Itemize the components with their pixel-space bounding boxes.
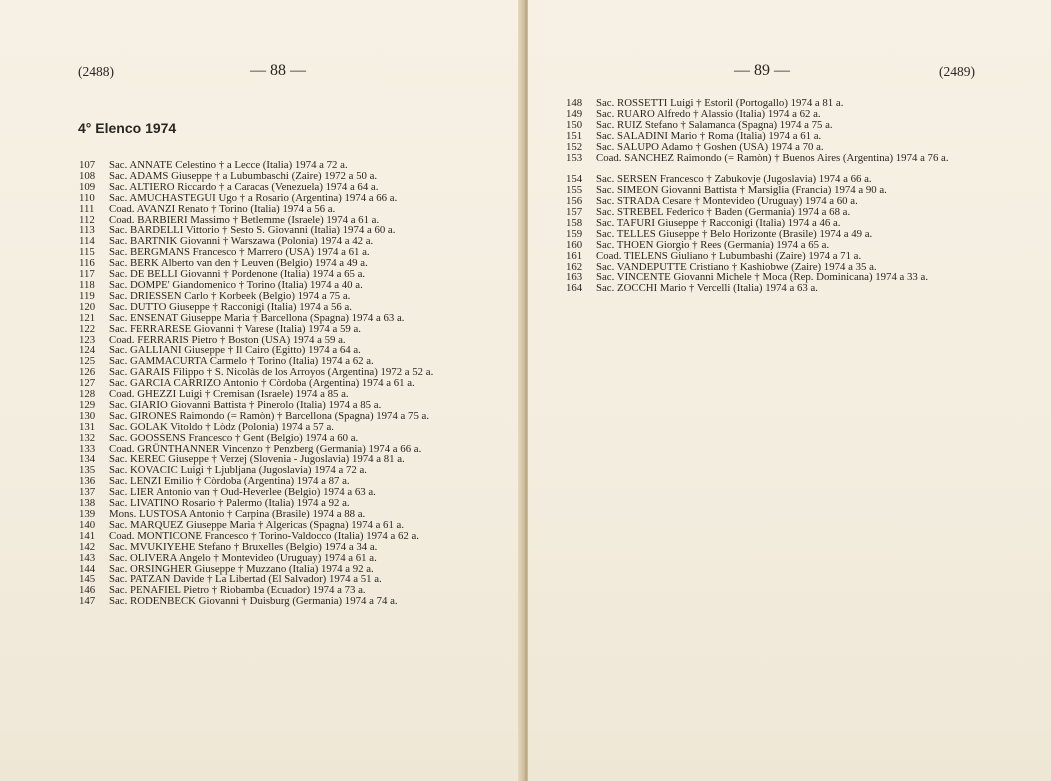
entry-text: Sac. PATZAN Davide † La Libertad (El Salvador) 1974 a 51 a. xyxy=(109,573,382,586)
list-item xyxy=(566,142,996,153)
entry-number: 130 xyxy=(79,409,96,422)
list-item xyxy=(79,553,499,564)
entry-number: 116 xyxy=(79,257,95,270)
left-page xyxy=(0,0,524,781)
entry-text: Coad. SANCHEZ Raimondo (= Ramòn) † Buenos Aires (Argentina) 1974 a 76 a. xyxy=(596,151,949,164)
entry-text: Coad. FERRARIS Pietro † Boston (USA) 1974 a 59 a. xyxy=(109,333,346,346)
entry-number: 141 xyxy=(79,529,96,542)
entry-number: 126 xyxy=(79,366,96,379)
left-page-number: — 88 — xyxy=(250,62,306,79)
list-item xyxy=(79,324,499,335)
entry-number: 149 xyxy=(566,107,583,120)
entry-number: 125 xyxy=(79,355,96,368)
entry-text: Mons. LUSTOSA Antonio † Carpina (Brasile) 1974 a 88 a. xyxy=(109,508,366,520)
entry-text: Sac. GARAIS Filippo † S. Nicolàs de los Arroyos (Argentina) 1972 a 52 a. xyxy=(109,366,434,379)
entry-text: Sac. SIMEON Giovanni Battista † Marsiglia (Francia) 1974 a 90 a. xyxy=(596,184,887,197)
entry-text: Sac. SALADINI Mario † Roma (Italia) 1974 a 61 a. xyxy=(596,129,822,142)
entry-number: 138 xyxy=(79,497,96,510)
entry-text: Sac. MVUKIYEHE Stefano † Bruxelles (Belgio) 1974 a 34 a. xyxy=(109,540,378,553)
entry-number: 137 xyxy=(79,486,96,499)
entry-number: 154 xyxy=(566,173,583,186)
list-item xyxy=(79,542,499,553)
entry-number: 110 xyxy=(79,191,95,204)
left-entry-list xyxy=(79,160,499,607)
entry-text: Sac. STRADA Cesare † Montevideo (Uruguay) 1974 a 60 a. xyxy=(596,195,858,208)
entry-number: 127 xyxy=(79,377,96,390)
entry-text: Sac. ALTIERO Riccardo † a Caracas (Venezuela) 1974 a 64 a. xyxy=(109,180,379,193)
entry-number: 107 xyxy=(79,159,96,171)
entry-text: Sac. VANDEPUTTE Cristiano † Kashiobwe (Zaire) 1974 a 35 a. xyxy=(596,260,877,273)
entry-text: Sac. DRIESSEN Carlo † Korbeek (Belgio) 1974 a 75 a. xyxy=(109,289,351,302)
entry-text: Sac. ANNATE Celestino † a Lecce (Italia) 1974 a 72 a. xyxy=(109,159,348,171)
entry-number: 159 xyxy=(566,227,583,240)
entry-number: 150 xyxy=(566,118,583,131)
entry-number: 158 xyxy=(566,216,583,229)
list-item xyxy=(566,283,996,294)
right-entry-list xyxy=(566,98,996,294)
entry-text: Sac. LENZI Emilio † Còrdoba (Argentina) 1974 a 87 a. xyxy=(109,475,350,488)
entry-text: Sac. FERRARESE Giovanni † Varese (Italia) 1974 a 59 a. xyxy=(109,322,361,335)
entry-number: 156 xyxy=(566,195,583,208)
entry-number: 144 xyxy=(79,562,96,575)
entry-number: 112 xyxy=(79,213,95,226)
entry-text: Sac. BARTNIK Giovanni † Warszawa (Polonia) 1974 a 42 a. xyxy=(109,235,374,248)
entry-text: Sac. GARCIA CARRIZO Antonio † Còrdoba (Argentina) 1974 a 61 a. xyxy=(109,377,415,390)
entry-number: 121 xyxy=(79,311,96,324)
left-running-head: (2488) xyxy=(78,64,114,79)
entry-text: Sac. LIER Antonio van † Oud-Heverlee (Belgio) 1974 a 63 a. xyxy=(109,486,376,499)
entry-number: 114 xyxy=(79,235,95,248)
entry-text: Sac. LIVATINO Rosario † Palermo (Italia) 1974 a 92 a. xyxy=(109,497,350,510)
entry-number: 136 xyxy=(79,475,96,488)
right-running-head: (2489) xyxy=(939,64,975,79)
entry-number: 118 xyxy=(79,278,95,291)
entry-text: Sac. GALLIANI Giuseppe † Il Cairo (Egitto) 1974 a 64 a. xyxy=(109,344,361,357)
entry-number: 147 xyxy=(79,595,96,608)
entry-text: Sac. MARQUEZ Giuseppe Maria † Algericas (Spagna) 1974 a 61 a. xyxy=(109,518,405,531)
entry-text: Sac. RUIZ Stefano † Salamanca (Spagna) 1974 a 75 a. xyxy=(596,118,833,131)
entry-text: Sac. STREBEL Federico † Baden (Germania) 1974 a 68 a. xyxy=(596,206,851,219)
entry-text: Coad. GHEZZI Luigi † Cremisan (Israele) 1974 a 85 a. xyxy=(109,388,349,401)
entry-text: Coad. TIELENS Giuliano † Lubumbashi (Zaire) 1974 a 71 a. xyxy=(596,249,862,262)
entry-text: Sac. SERSEN Francesco † Zabukovje (Jugoslavia) 1974 a 66 a. xyxy=(596,173,872,186)
entry-number: 132 xyxy=(79,431,96,444)
entry-text: Sac. ROSSETTI Luigi † Estoril (Portogallo) 1974 a 81 a. xyxy=(596,97,844,109)
entry-text: Coad. BARBIERI Massimo † Betlemme (Israele) 1974 a 61 a. xyxy=(109,213,380,226)
entry-text: Sac. BERGMANS Francesco † Marrero (USA) 1974 a 61 a. xyxy=(109,246,370,259)
entry-text: Sac. ZOCCHI Mario † Vercelli (Italia) 1974 a 63 a. xyxy=(596,282,818,295)
entry-number: 146 xyxy=(79,584,96,597)
entry-text: Sac. GIRONES Raimondo (= Ramòn) † Barcellona (Spagna) 1974 a 75 a. xyxy=(109,409,430,422)
entry-number: 142 xyxy=(79,540,96,553)
entry-number: 135 xyxy=(79,464,96,477)
entry-number: 124 xyxy=(79,344,96,357)
entry-number: 133 xyxy=(79,442,96,455)
entry-number: 111 xyxy=(79,202,95,215)
entry-number: 164 xyxy=(566,282,583,295)
entry-text: Sac. TELLES Giuseppe † Belo Horizonte (Brasile) 1974 a 49 a. xyxy=(596,227,873,240)
entry-text: Sac. DE BELLI Giovanni † Pordenone (Italia) 1974 a 65 a. xyxy=(109,268,366,281)
list-item xyxy=(79,313,499,324)
list-item xyxy=(79,193,499,204)
list-item xyxy=(566,131,996,142)
entry-number: 152 xyxy=(566,140,583,153)
entry-text: Sac. ENSENAT Giuseppe Maria † Barcellona (Spagna) 1974 a 63 a. xyxy=(109,311,405,324)
entry-text: Coad. GRÜNTHANNER Vincenzo † Penzberg (Germania) 1974 a 66 a. xyxy=(109,442,422,455)
list-item xyxy=(566,153,996,175)
entry-number: 119 xyxy=(79,289,95,302)
entry-number: 143 xyxy=(79,551,96,564)
entry-number: 113 xyxy=(79,224,95,237)
entry-text: Sac. GOLAK Vitoldo † Lòdz (Polonia) 1974 a 57 a. xyxy=(109,420,334,433)
entry-text: Sac. DUTTO Giuseppe † Racconigi (Italia) 1974 a 56 a. xyxy=(109,300,352,313)
entry-number: 139 xyxy=(79,508,96,520)
entry-number: 151 xyxy=(566,129,583,142)
entry-text: Sac. RODENBECK Giovanni † Duisburg (Germania) 1974 a 74 a. xyxy=(109,595,398,608)
entry-text: Sac. OLIVERA Angelo † Montevideo (Uruguay) 1974 a 61 a. xyxy=(109,551,377,564)
entry-text: Sac. GIARIO Giovanni Battista † Pinerolo (Italia) 1974 a 85 a. xyxy=(109,398,382,411)
entry-number: 161 xyxy=(566,249,583,262)
entry-number: 160 xyxy=(566,238,583,251)
entry-text: Coad. MONTICONE Francesco † Torino-Valdocco (Italia) 1974 a 62 a. xyxy=(109,529,419,542)
entry-number: 157 xyxy=(566,206,583,219)
entry-text: Sac. THOEN Giorgio † Rees (Germania) 1974 a 65 a. xyxy=(596,238,830,251)
entry-number: 162 xyxy=(566,260,583,273)
entry-number: 109 xyxy=(79,180,96,193)
entry-number: 108 xyxy=(79,169,96,182)
entry-number: 129 xyxy=(79,398,96,411)
entry-number: 117 xyxy=(79,268,95,281)
entry-text: Sac. PENAFIEL Pietro † Riobamba (Ecuador) 1974 a 73 a. xyxy=(109,584,366,597)
entry-text: Sac. ADAMS Giuseppe † a Lubumbaschi (Zaire) 1972 a 50 a. xyxy=(109,169,378,182)
list-item xyxy=(79,596,499,607)
list-item xyxy=(566,251,996,262)
entry-text: Sac. AMUCHASTEGUI Ugo † a Rosario (Argentina) 1974 a 66 a. xyxy=(109,191,398,204)
entry-number: 145 xyxy=(79,573,96,586)
entry-number: 140 xyxy=(79,518,96,531)
entry-text: Sac. KEREC Giuseppe † Verzej (Slovenia - Jugoslavia) 1974 a 81 a. xyxy=(109,453,405,466)
entry-text: Sac. GAMMACURTA Carmelo † Torino (Italia) 1974 a 62 a. xyxy=(109,355,374,368)
entry-text: Sac. BARDELLI Vittorio † Sesto S. Giovanni (Italia) 1974 a 60 a. xyxy=(109,224,396,237)
section-heading: 4° Elenco 1974 xyxy=(78,120,177,136)
entry-text: Sac. BERK Alberto van den † Leuven (Belgio) 1974 a 49 a. xyxy=(109,257,368,270)
list-item xyxy=(79,204,499,215)
entry-text: Coad. AVANZI Renato † Torino (Italia) 1974 a 56 a. xyxy=(109,202,336,215)
entry-text: Sac. RUARO Alfredo † Alassio (Italia) 1974 a 62 a. xyxy=(596,107,821,120)
entry-text: Sac. GOOSSENS Francesco † Gent (Belgio) 1974 a 60 a. xyxy=(109,431,359,444)
entry-number: 123 xyxy=(79,333,96,346)
entry-text: Sac. DOMPE' Giandomenico † Torino (Italia) 1974 a 40 a. xyxy=(109,278,363,291)
entry-text: Sac. TAFURI Giuseppe † Racconigi (Italia) 1974 a 46 a. xyxy=(596,216,841,229)
entry-number: 115 xyxy=(79,246,95,259)
entry-number: 131 xyxy=(79,420,96,433)
list-item xyxy=(79,433,499,444)
entry-number: 128 xyxy=(79,388,96,401)
entry-text: Sac. SALUPO Adamo † Goshen (USA) 1974 a 70 a. xyxy=(596,140,824,153)
entry-number: 163 xyxy=(566,271,583,284)
entry-text: Sac. VINCENTE Giovanni Michele † Moca (Rep. Dominicana) 1974 a 33 a. xyxy=(596,271,929,284)
entry-number: 134 xyxy=(79,453,96,466)
entry-number: 122 xyxy=(79,322,96,335)
entry-number: 148 xyxy=(566,97,583,109)
right-page-number: — 89 — xyxy=(734,62,790,79)
entry-number: 155 xyxy=(566,184,583,197)
entry-number: 120 xyxy=(79,300,96,313)
entry-text: Sac. ORSINGHER Giuseppe † Muzzano (Italia) 1974 a 92 a. xyxy=(109,562,374,575)
entry-text: Sac. KOVACIC Luigi † Ljubljana (Jugoslavia) 1974 a 72 a. xyxy=(109,464,367,477)
entry-number: 153 xyxy=(566,151,583,164)
